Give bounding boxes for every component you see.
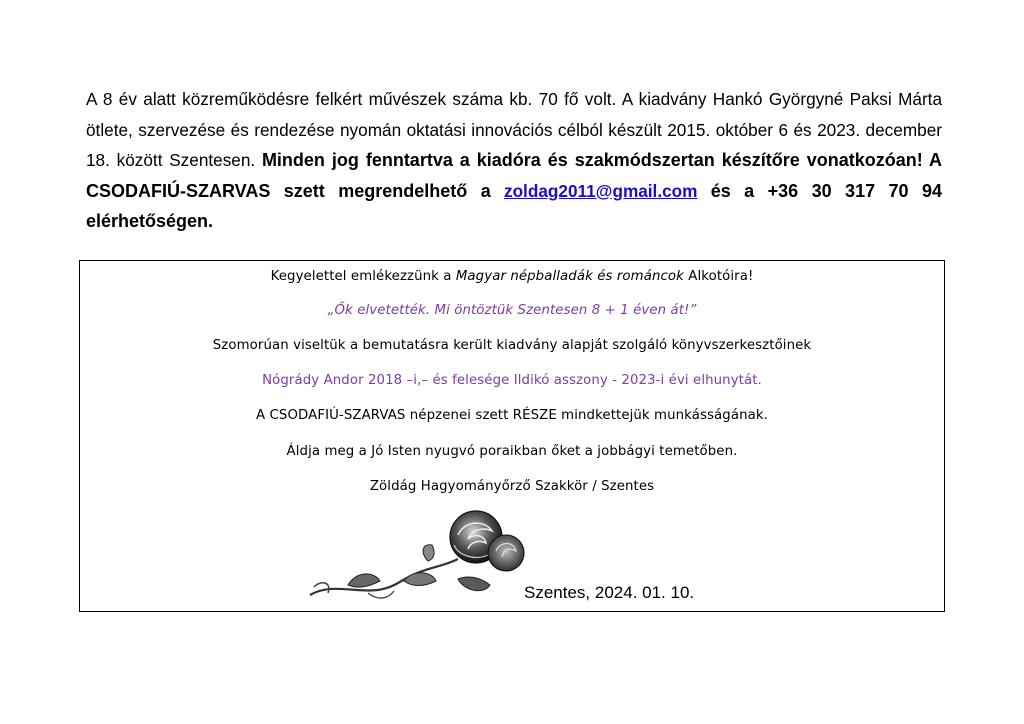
- intro-text: A 8 év alatt közreműködésre felkért művészek száma kb. 70 fő volt. A kiadvány Hankó Györgyné Paksi Márta ötlete, szervezése és rendezése nyomán oktatási innovációs célból készült 2015. október 6 és 2023. december 18. között Szentesen.: [86, 89, 942, 170]
- intro-paragraph: [86, 84, 942, 237]
- memorial-line-1-post: Alkotóira!: [683, 269, 754, 284]
- memorial-quote: „Ők elvetették. Mi öntöztük Szentesen 8 + 1 éven át!”: [327, 303, 697, 318]
- memorial-line-5: A CSODAFIÚ-SZARVAS népzenei szett RÉSZE mindkettejük munkásságának.: [256, 408, 768, 423]
- memorial-line-4: Nógrády Andor 2018 –i,– és felesége Ildikó asszony - 2023-i évi elhunytát.: [262, 373, 762, 388]
- intro-rights-text: Minden jog fenntartva a kiadóra és szakmódszertan készítőre vonatkozóan! A CSODAFIÚ-SZARVAS szett megrendelhető a: [86, 150, 942, 201]
- memorial-line-1-title: Magyar népballadák és románcok: [455, 269, 684, 284]
- memorial-line-1: [80, 269, 944, 284]
- memorial-line-1-pre: Kegyelettel emlékezzünk a: [270, 269, 456, 284]
- memorial-line-3: Szomorúan viseltük a bemutatásra került kiadvány alapját szolgáló könyvszerkesztőinek: [212, 338, 812, 353]
- email-link[interactable]: zoldag2011@gmail.com: [503, 180, 698, 201]
- rose-icon: [308, 509, 533, 605]
- intro-contact-text: és a +36 30 317 70 94 elérhetőségen.: [86, 180, 943, 231]
- memorial-line-6: Áldja meg a Jó Isten nyugvó poraikban őket a jobbágyi temetőben.: [286, 444, 738, 459]
- date-place: Szentes, 2024. 01. 10.: [524, 583, 695, 602]
- memorial-box: [79, 260, 945, 612]
- memorial-signature: Zöldág Hagyományőrző Szakkör / Szentes: [369, 479, 655, 494]
